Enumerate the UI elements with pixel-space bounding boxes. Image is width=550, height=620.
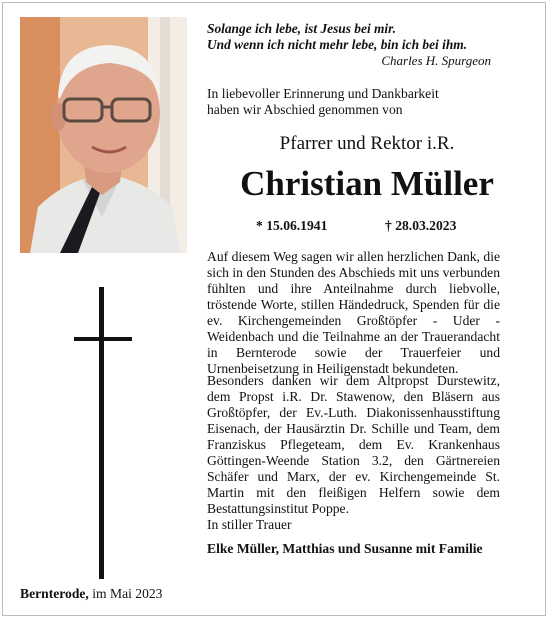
quote-line-2: Und wenn ich nicht mehr lebe, bin ich bei ihm.: [207, 37, 468, 52]
bible-quote: [207, 21, 491, 69]
cross-icon: [68, 287, 138, 579]
quote-line-1: Solange ich lebe, ist Jesus bei mir.: [207, 21, 396, 36]
thanks-paragraph: Auf diesem Weg sagen wir allen herzlichen Dank, die sich in den Stunden des Abschieds mit uns verbunden fühlten und ihre Anteilnahme durch liebvolle, tröstende Worte, stillen Händedruck, Spenden für die ev. Kirchengemeinden Großtöpfer - Uder - Weidenbach und die Teilnahme an der Trauerandacht in Bernterode sowie der Trauerfeier und Urnenbeisetzung in Heiligenstadt bekundeten.: [207, 249, 500, 376]
family-names: Elke Müller, Matthias und Susanne mit Familie: [207, 541, 483, 556]
portrait-photo: [20, 17, 187, 253]
place-and-date: [20, 586, 162, 602]
deceased-name: Christian Müller: [240, 164, 494, 203]
in-mourning-label: In stiller Trauer: [207, 517, 292, 532]
birth-date: * 15.06.1941: [256, 218, 328, 233]
intro-text: [207, 86, 497, 118]
death-date: † 28.03.2023: [385, 218, 457, 233]
intro-line-1: In liebevoller Erinnerung und Dankbarkeit: [207, 86, 439, 101]
deceased-title: Pfarrer und Rektor i.R.: [279, 133, 455, 154]
notice-date: im Mai 2023: [92, 586, 163, 601]
quote-author: Charles H. Spurgeon: [381, 53, 491, 68]
intro-line-2: haben wir Abschied genommen von: [207, 102, 403, 117]
place-name: Bernterode,: [20, 586, 89, 601]
special-thanks-paragraph: Besonders danken wir dem Altpropst Durstewitz, dem Propst i.R. Dr. Stawenow, den Bläsern aus Großtöpfer, der Ev.-Luth. Diakonissenhausstiftung Eisenach, der Hausärztin Dr. Schille und Team, dem Franziskus Pflegeteam, dem Ev. Krankenhaus Göttingen-Weende Station 3.2, den Gärtnereien Schäfer und Marx, der ev. Kirchengemeinde St. Martin mit den fleißigen Helfern sowie dem Bestattungsinstitut Poppe.: [207, 373, 500, 516]
